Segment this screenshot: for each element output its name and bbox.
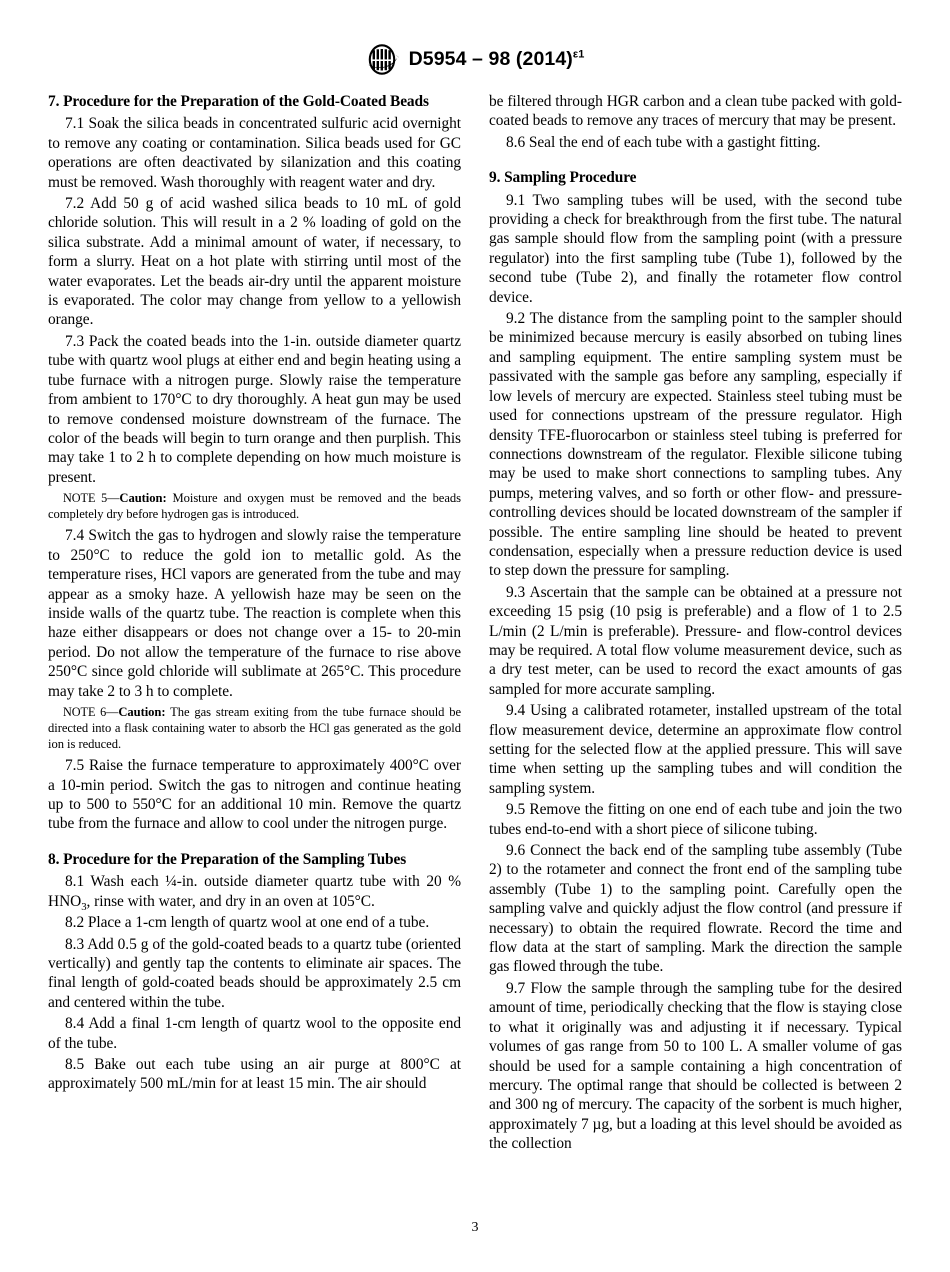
paragraph-7-5: 7.5 Raise the furnace temperature to approximately 400°C over a 10-min period. Switch the gas to nitrogen and continue heating up to 500 to 550°C for an additional 10 min. Remove the quartz tube from the furnace and allow to cool under the nitrogen purge. [48,757,461,833]
heading-section-8: 8. Procedure for the Preparation of the Sampling Tubes [48,850,407,868]
astm-logo-icon [366,44,400,75]
heading-section-7: 7. Procedure for the Preparation of the Gold-Coated Beads [48,93,429,110]
paragraph-7-4: 7.4 Switch the gas to hydrogen and slowly raise the temperature to 250°C to reduce the gold ion to metallic gold. As the temperature rises, HCl vapors are generated from the tube and may appear as a smoky haze. A yellowish haze may be seen on the inside walls of the quartz tube. The reaction is complete when this haze either disappears or does not change over a 15- to 20-min period. Do not allow the temperature of the furnace to rise above 250°C since gold chloride will sublimate at 265°C. This procedure may take 2 to 3 h to complete. [48,527,461,700]
body-columns [48,92,902,1156]
left-column [48,92,461,1156]
paragraph-9-1: 9.1 Two sampling tubes will be used, with the second tube providing a check for breakthrough from the first tube. The natural gas sample should flow from the sampling point (with a pressure regulator) into the first sampling tube (Tube 1), followed by the second tube (Tube 2), and finally the rotameter flow control device. [489,191,902,306]
paragraph-8-1 [48,872,461,911]
paragraph-9-2: 9.2 The distance from the sampling point to the sampler should be minimized because mercury is easily absorbed on tubing lines and sampling equipment. The entire sampling system must be passivated with the sample gas before any sampling, especially if low levels of mercury are expected. Stainless steel tubing must be used for connections upstream of the pressure regulator. High density TFE-fluorocarbon or stainless steel tubing is preferred for connections downstream of the regulator. Flexible silicone tubing may be used to make short connections to sampling tubes. Any pumps, metering valves, and so forth or other flow- and pressure-controlling devices should be located downstream of the sampler if possible. The entire sampling line should be heated to prevent condensation, especially when a pressure reduction device is used to step down the pressure for sampling. [489,310,902,580]
heading-section-9: 9. Sampling Procedure [489,169,637,187]
paragraph-8-4: 8.4 Add a final 1-cm length of quartz wool to the opposite end of the tube. [48,1015,461,1052]
note-6-text: The gas stream exiting from the tube furnace should be directed into a flask containing water to absorb the HCl gas generated as the gold ion is reduced. [48,704,461,752]
designation-superscript: ε1 [572,48,585,61]
designation-text: D5954 – 98 (2014) [408,48,573,70]
paragraph-7-1: 7.1 Soak the silica beads in concentrated sulfuric acid overnight to remove any coating or contamination. Silica beads used for GC operations are often deactivated by silanization and this coating must be removed. Wash thoroughly with reagent water and dry. [48,115,461,191]
note-5-text: Moisture and oxygen must be removed and the beads completely dry before hydrogen gas is introduced. [48,491,461,522]
paragraph-8-3: 8.3 Add 0.5 g of the gold-coated beads to a quartz tube (oriented vertically) and gently tap the contents to eliminate air spaces. The final length of gold-coated beads should be approximately 2.5 cm and centered within the tube. [48,935,461,1011]
paragraph-9-4: 9.4 Using a calibrated rotameter, installed upstream of the total flow measurement device, determine an approximate flow control setting for the selected flow at the applied pressure. This will save time when setting up the sampling tubes and will condition the sampling system. [489,702,902,797]
paragraph-8-1-subscript: 3 [81,900,87,913]
note-6-label: NOTE 6— [63,704,119,719]
paragraph-9-7: 9.7 Flow the sample through the sampling tube for the desired amount of time, periodically checking that the flow is staying close to what it originally was and adjusting it if necessary. Typical volumes of gas range from 50 to 100 L. A smaller volume of gas should be used for a sample containing a high concentration of mercury. The optimal range that should be collected is between 2 and 300 ng of mercury. The capacity of the sorbent is much higher, approximately 7 µg, but a loading at this level should be avoided as the collection [489,979,902,1153]
paragraph-8-5-continued: be filtered through HGR carbon and a clean tube packed with gold-coated beads to remove any traces of mercury that may be present. [489,93,902,130]
page-header [0,44,950,75]
page-number: 3 [471,1220,479,1235]
paragraph-9-3: 9.3 Ascertain that the sample can be obtained at a pressure not exceeding 15 psig (10 psig is preferable) and a flow of 1 to 2.5 L/min (2 L/min is preferable). Pressure- and flow-control devices may be required. A total flow volume measurement device, such as a dry test meter, can be used to record the exact amounts of gas sampled for more accurate sampling. [489,583,902,698]
note-5 [48,490,461,522]
note-5-caution: Caution: [119,491,167,506]
paragraph-8-2: 8.2 Place a 1-cm length of quartz wool at one end of a tube. [65,914,430,932]
paragraph-8-5: 8.5 Bake out each tube using an air purge at 800°C at approximately 500 mL/min for at least 15 min. The air should [48,1055,461,1093]
paragraph-7-3: 7.3 Pack the coated beads into the 1-in. outside diameter quartz tube with quartz wool plugs at either end and begin heating using a tube furnace with a nitrogen purge. Slowly raise the temperature from ambient to 170°C to dry thoroughly. A heat gun may be used to remove condensed moisture downstream of the furnace. The color of the beads will begin to turn orange and then purplish. This may take 1 to 2 h to complete depending on how much moisture is present. [48,332,461,486]
standard-designation [409,48,585,71]
paragraph-8-1-part1: 8.1 Wash each ¼-in. outside diameter quartz tube with 20 % HNO [48,873,461,910]
paragraph-9-6: 9.6 Connect the back end of the sampling tube assembly (Tube 2) to the rotameter and connect the front end of the sampling tube assembly (Tube 1) to the sampling point. Carefully open the sampling valve and quickly adjust the flow control (and pressure if necessary) to obtain the required flowrate. Record the time and flow data at the start of sampling. Mark the direction the sample gas flowed through the tube. [489,842,902,976]
paragraph-8-6: 8.6 Seal the end of each tube with a gastight fitting. [506,133,821,151]
note-6-caution: Caution: [118,704,166,719]
paragraph-8-1-part2: , rinse with water, and dry in an oven at 105°C. [86,892,375,910]
right-column [489,92,902,1156]
paragraph-7-2: 7.2 Add 50 g of acid washed silica beads to 10 mL of gold chloride solution. This will result in a 2 % loading of gold on the silica substrate. Add a minimal amount of water, if necessary, to form a slurry. Heat on a hot plate with stirring until most of the water evaporates. Let the beads air-dry until the apparent moisture is evaporated. The color may change from yellow to a yellowish orange. [48,195,461,329]
note-6 [48,704,461,752]
note-5-label: NOTE 5— [63,491,120,506]
paragraph-9-5: 9.5 Remove the fitting on one end of each tube and join the two tubes end-to-end with a short piece of silicone tubing. [489,801,902,838]
